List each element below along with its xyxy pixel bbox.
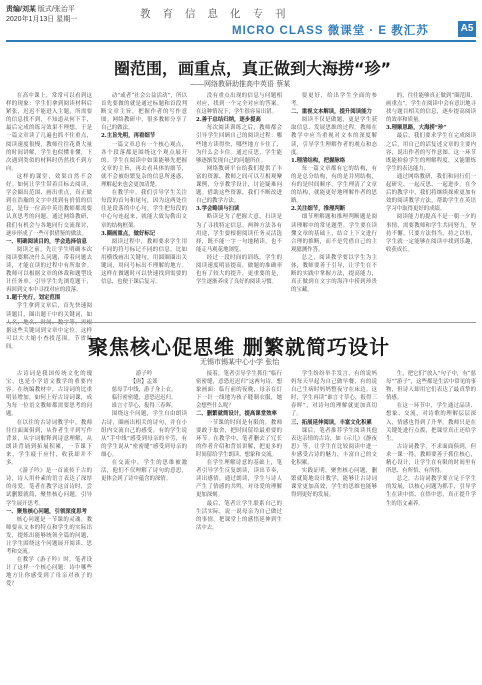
header-rule <box>6 40 476 42</box>
paragraph: 在学生理解诗意的基础上，笔者引导学生反复朗读，读出节奏，读出感情。通过朗读，学生与诗人产生了情感的共鸣，对母爱的理解更加深刻。 <box>196 460 282 499</box>
paragraph: 每次阅读训练之后，教师都会引导学生回顾自己的阅读过程：哪些地方读得快，哪些地方卡住了，为什么会卡住。通过反思，学生能够逐渐发现自己的问题所在。 <box>196 125 282 164</box>
paragraph: 经过一段时间的训练，学生的阅读速度明显提高，做题的准确率也有了较大的提升，更重要的是，学生逐渐养成了良好的阅读习惯。 <box>196 254 282 286</box>
header-slogan: 教育信息化专刊 <box>140 8 298 20</box>
article2-title: 聚焦核心促思维 删繁就简巧设计 <box>88 335 390 359</box>
article2-column-2 <box>101 370 187 680</box>
paragraph: 接着，笔者引导学生抓住“临行密密缝，意恐迟迟归”这两句诗，想象画面：临行前的夜晚，母亲在灯下一针一线地为孩子缝制衣服，她会想些什么呢？ <box>196 371 282 410</box>
poem-line: 谁言寸草心，报得三春晖。 <box>111 403 177 410</box>
paragraph: 动”或者“社会公益活动”，所以首先要做的就是通过标题和首段判断文章主旨，把握作者的写作意图。网络教研中，很多教师分享了自己的做法。 <box>101 93 187 132</box>
paragraph: 阅读不仅是做题，更是学生获取信息、发展思维的过程。教师在教学中应当重视对文本的深度解读，引导学生理解作者的观点和态度。 <box>291 117 377 156</box>
subheading: 3.理顺思路，大海捞“珍” <box>386 125 447 132</box>
page-header <box>0 0 482 44</box>
paragraph: 最后，笔者让学生联系自己的生活实际，说一说母亲为自己做过的事情，把课堂上的感悟延伸到生活中去。 <box>196 500 282 531</box>
subheading: 3.学会略读与扫读 <box>196 206 240 213</box>
paragraph: 在交流中，学生的思维被激活，他们不仅理解了诗句的意思，更体会到了诗中蕴含的深情。 <box>101 460 187 483</box>
paragraph: 的，往往能够真正做到“圈范围、画重点”。学生在阅读中会有意识地寻找与题目相关的信息，逐步提高阅读的效率和质量。 <box>386 93 476 124</box>
article2-column-1 <box>6 370 92 680</box>
paragraph: 总之，古诗词教学要立足于学生的发展，以核心问题为抓手，引导学生在读中悟、在悟中思，真正提升学生的语文素养。 <box>386 476 476 507</box>
article2-column-4 <box>291 370 377 680</box>
paragraph: 学生拿到文章后，首先快速阅读题目，圈出题干中的关键词，如 据这些关键词到文章中定位，这样可以大大缩小查找范围，节省时间。 <box>6 303 92 350</box>
paragraph: 网络教研平台给我们提供了丰富的资源，教师之间可以互相观摩课例，分享教学设计，讨论疑难问题。借助这些资源，我们不断改进自己的教学方法。 <box>196 165 282 205</box>
paragraph: 阅读之前，先让学生明确本次阅读要解决什么问题，带着问题去读，才能在读的过程中有所取舍。教师可以根据文章的体裁和题型设计任务单，引导学生先浏览题干，再回到文本中寻找对应的段落。 <box>6 246 92 294</box>
subheading: 一、聚焦核心问题，引领深度思考 <box>6 508 87 515</box>
paragraph: 学生纷纷举手发言，有的说妈妈每天早起为自己做早餐，有的说自己生病时妈妈整夜守在床边。这时，学生再读“谁言寸草心，报得三春晖”，对诗句的理解就更加真切了。 <box>291 371 377 418</box>
page-number-badge: A5 <box>458 21 476 37</box>
paragraph: 阅读能力的提高不是一朝一夕的事情，需要教师和学生共同努力，坚持不懈。只要方法得当，持之以恒，学生就一定能够在阅读中找到乐趣，收获成长。 <box>386 214 476 253</box>
subheading: 一、明确阅读目的，学会选择信息 <box>6 238 87 245</box>
article2-byline: 无锡市锡某中心小学 张怡 <box>200 358 280 366</box>
article2-column-5 <box>386 370 476 680</box>
subheading: 3.圈画重点，做好标记 <box>101 230 156 237</box>
poem-line: 慈母手中线，游子身上衣。 <box>111 387 177 394</box>
article1-column-1 <box>6 92 92 350</box>
paragraph: 每一篇文章都有它的结构，有的是总分结构，有的是并列结构，有的是时间顺序。学生理清了文章的结构，就能更好地理解作者的思路。 <box>291 165 377 205</box>
paragraph: 在以往的古诗词教学中，教师往往面面俱到，从作者生平到写作背景，从字词解释到诗意理解，从朗读背诵到拓展积累，一节课下来，学生疲于应付，收获却并不多。 <box>6 419 92 467</box>
paragraph: 在高中课上，常常可以看到这样的现象：学生们拿到阅读材料后紧张，迟迟不能进入主题，所需要的信息找不到，不知道从何下手，最后完成的练习效果不理想，于是一篇文章读了几遍也抓不住重点，阅读速度很慢，教师往往花费大量的时间讲解，学生也似懂非懂，下次遇到类似的材料时仍然找不到方向。 <box>6 93 92 172</box>
paragraph: 最后，我们要求学生在完成阅读之后，用自己的话复述文章的主要内容，说出作者的写作意图。这一环节既能检验学生的理解程度，又能锻炼学生的表达能力。 <box>386 133 476 172</box>
layout-editor-label: 版式/张治平 <box>37 6 75 13</box>
article1-column-3 <box>196 92 282 318</box>
poem-line: 游子吟 <box>135 371 153 377</box>
subheading: 三、拓展延伸阅读，丰富文化积累 <box>291 419 372 426</box>
paragraph: 略读是为了把握大意，扫读是为了寻找特定信息。两种方法各有用途，学生要根据阅读任务灵活选择，既不能一字一句地精读，也不能走马观花地浏览。 <box>196 214 282 253</box>
paragraph: 一篇文章总有一个核心观点，各个段落都是围绕这个观点展开的。学生在阅读中如果能够先把握文章的主旨，再去看具体的细节，就不会被纷繁复杂的信息所迷惑，理解起来也会更加清楚。 <box>101 141 187 189</box>
poem-line: 临行密密缝，意恐迟迟归。 <box>111 395 177 402</box>
paragraph: 没有重点出现的信息与问题相对应，找到一个完全对应的答案。在这种情况下，学生很容易出错。 <box>196 93 282 116</box>
paragraph: 生，把它们“放入”句子中，有“慈母”“游子”，这些都是生活中常见的事物，但诗人却用它们表达了最真挚的情感。 <box>386 371 476 402</box>
article1-column-5 <box>386 92 476 318</box>
subheading: 二、重视文本解读，提升阅读能力 <box>291 109 372 116</box>
subheading: 二、删繁就简设计，提高课堂效率 <box>196 411 277 418</box>
paragraph: 在教学《游子吟》时，笔者设计了这样一个核心问题：诗中哪些地方让你感受到了母亲对孩子的爱？ <box>6 557 92 588</box>
article1-title: 圈范围，画重点，真正做到大海捞“珍” <box>114 59 392 78</box>
paragraph: 通过网络教研，我们和同行们一起研究、一起反思、一起进步。在今后的教学中，我们将继续探索更加有效的阅读教学方法，帮助学生在英语学习中取得更好的成绩。 <box>386 173 476 213</box>
paragraph: 在教学中，我们引导学生关注每段的首句和尾句，因为这两处往往是段落的中心句。学生把每段的中心句连起来，就能大致勾勒出文章的结构框架。 <box>101 190 187 229</box>
editor-label: 责编/刘某 <box>6 6 36 13</box>
paragraph: 古诗词是我国传统文化的瑰宝，也是小学语文教学的重要内容。在统编教材中，古诗词的比重明显增加，如何上好古诗词课，成为每一位语文教师都需要思考的问题。 <box>6 371 92 418</box>
subheading: 2.善于总结归纳，逐步提高 <box>196 117 261 124</box>
paragraph: 细节理解题和推理判断题是阅读理解中的常见题型。学生要在读懂文章的基础上，结合上下文进行合理的推断，而不是凭借自己的主观臆测作答。 <box>291 214 377 253</box>
paragraph: 课后，笔者推荐学生阅读其他表达亲情的古诗，如《示儿》《静夜思》等，让学生在比较阅读中进一步感受古诗的魅力，丰富自己的文化积累。 <box>291 427 377 467</box>
subheading: 1.题干先行，划定范围 <box>6 295 61 302</box>
paragraph: 总之，阅读教学要以学生为主体，教师要善于引导，让学生在不断的实践中掌握方法，提高能力，真正做到在文字的海洋中捞到珍贵的宝藏。 <box>291 254 377 294</box>
article1-column-4 <box>291 92 377 318</box>
paragraph: 《游子吟》是一首流传千古的诗，诗人用朴素的语言表达了深厚的母爱。笔者在教学这首诗时，尝试删繁就简，聚焦核心问题，引导学生展开思考。 <box>6 468 92 507</box>
paragraph: 这样的课堂，效果自然不会好。如何让学生带着目标去阅读，学会圈出范围、画出重点，真正做到在浩瀚的文字中找到有价值的信息，是每一位高中英语教师都需要认真思考的问题。通过网络教研，我们有机会与各地同行交流探讨，逐步形成了一些可供借鉴的做法。 <box>6 173 92 237</box>
editor-info <box>6 5 77 25</box>
subheading: 2.关注细节，推理判断 <box>291 206 346 213</box>
paragraph: 古诗词教学，不求面面俱到，但求一课一得。教师要善于抓住核心，精心设计，让学生在有限的时间里有所思、有所悟、有所得。 <box>386 443 476 475</box>
paragraph: 要更好，给出学生全面的参考。 <box>291 93 377 108</box>
paragraph: 核心问题是一节课的灵魂。教师要从文本的特点和学生的实际出发，提炼出能够统领全篇的问题，让学生围绕这个问题展开阅读、思考和交流。 <box>6 516 92 556</box>
section-title: MICRO CLASS 微课堂 · E 教汇苏 <box>232 25 429 37</box>
issue-date: 2020年1月13日 星期一 <box>6 16 78 23</box>
poem-line: 【唐】孟郊 <box>130 379 158 386</box>
article2-column-3 <box>196 370 282 680</box>
subheading: 1.理清结构，把握脉络 <box>291 157 346 164</box>
paragraph: 围绕这个问题，学生自由朗读古诗，圈画出相关的诗句，并在小组内交流自己的感受。有的学生说从“手中线”感受到母亲的辛劳，有的学生说从“密密缝”感受到母亲的细心。 <box>101 411 187 458</box>
article1-byline: ——网络教研助推高中英语 蔡某 <box>190 80 291 88</box>
subheading: 2.主旨先明，再看细节 <box>101 133 156 140</box>
article1-column-2 <box>101 92 187 318</box>
paragraph: 阅读过程中，教师要求学生用不同的符号标记不同的信息，比如用横线画出关键句，用圆圈圈出关键词，用问号标出不理解的地方。这样在做题时可以快速找到需要的信息，也便于课后复习。 <box>101 238 187 286</box>
section-divider <box>6 322 476 323</box>
paragraph: 在这一环节中，学生通过品读、想象、交流，对诗歌的理解层层深入，情感也得到了升华。教师只是在关键处进行点拨，把课堂真正还给学生。 <box>386 403 476 442</box>
paragraph: 实践证明，聚焦核心问题，删繁就简地设计教学，能够让古诗词课堂更加高效，学生的思维也能够得到更好的发展。 <box>291 468 377 499</box>
paragraph: 一节课的时间是有限的，教师要敢于取舍，把时间留给最重要的环节。在教学中，笔者删去了冗长的作者介绍和背景讲解，把更多的时间留给学生朗读、想象和交流。 <box>196 419 282 458</box>
